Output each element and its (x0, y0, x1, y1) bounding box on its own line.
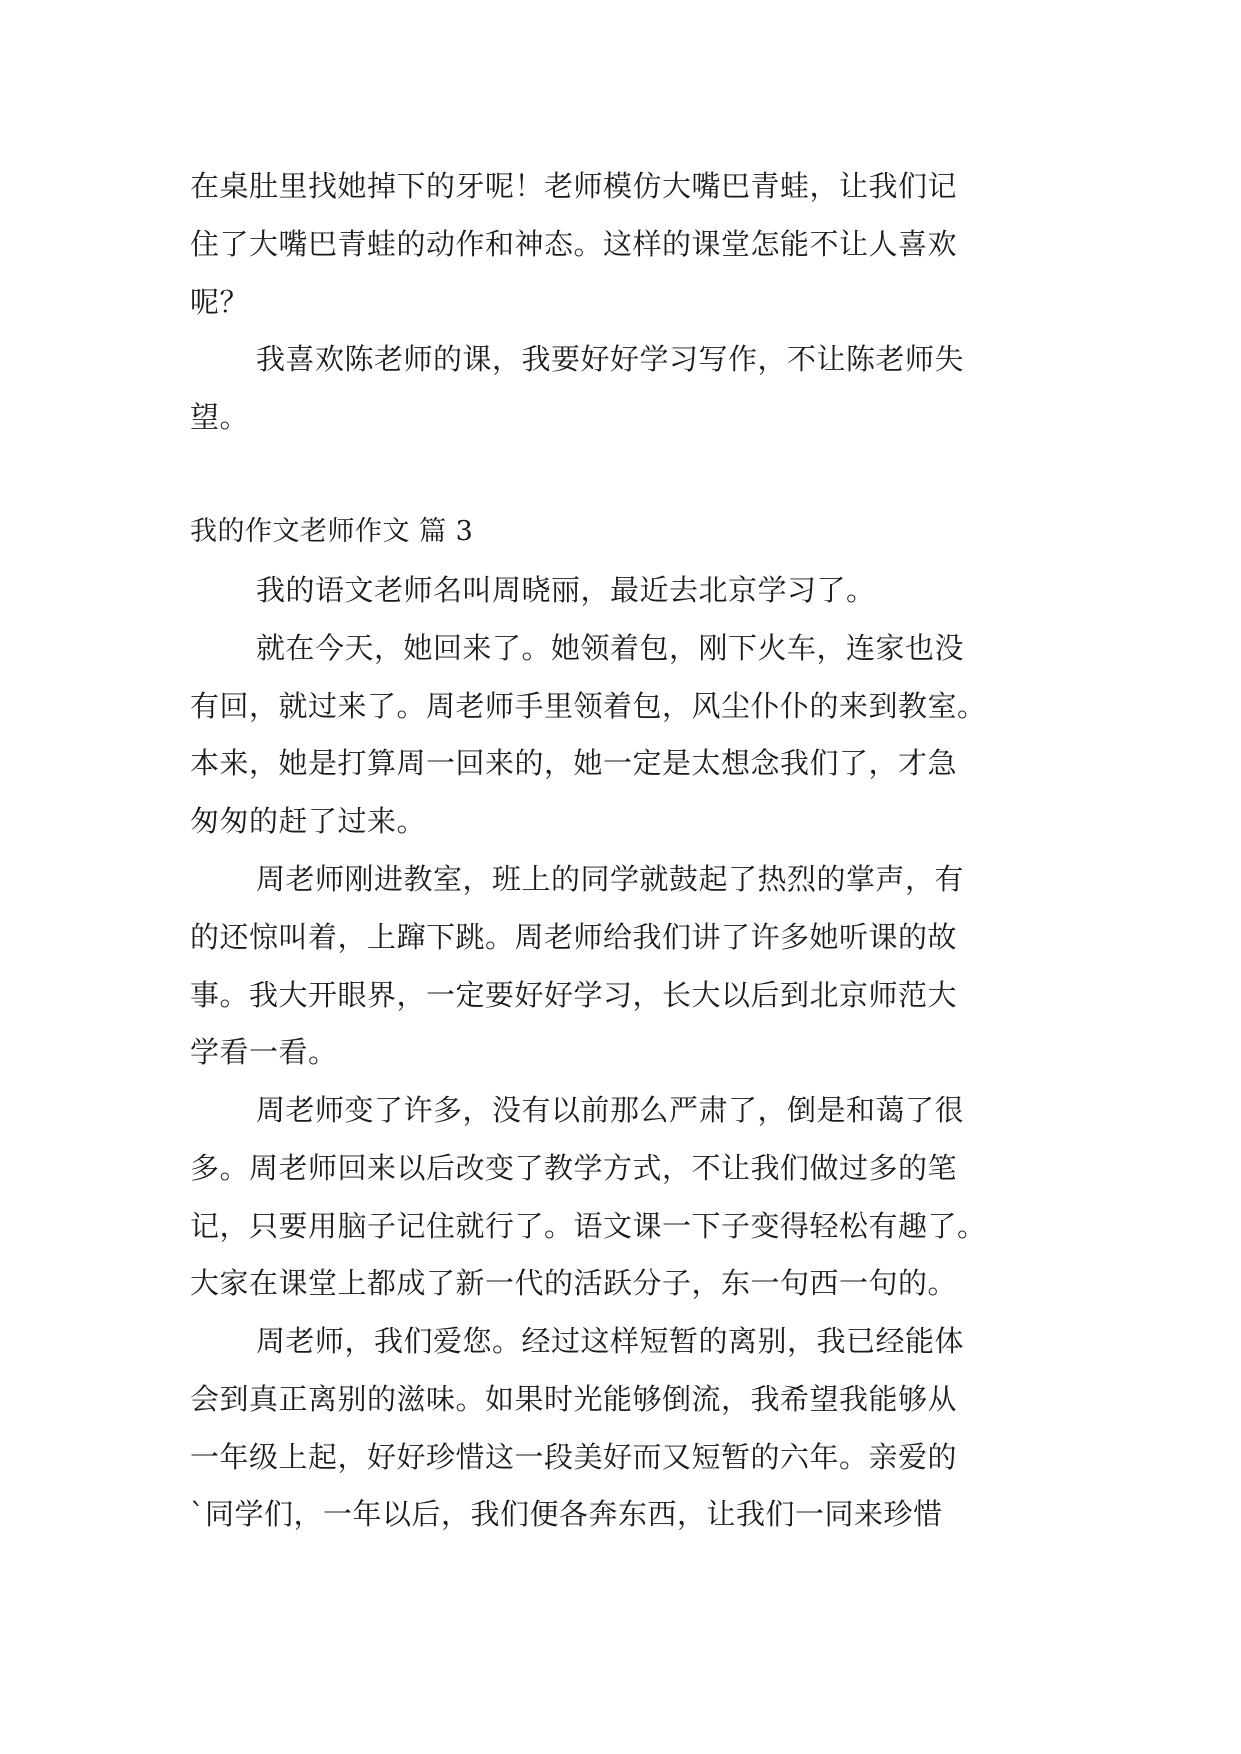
text-line: 记，只要用脑子记住就行了。语文课一下子变得轻松有趣了。 (190, 1209, 987, 1243)
text-line: 周老师，我们爱您。经过这样短暂的离别，我已经能体 (256, 1324, 965, 1358)
text-line: 匆匆的赶了过来。 (190, 804, 427, 838)
text-line: 多。周老师回来以后改变了教学方式，不让我们做过多的笔 (190, 1151, 958, 1185)
text-line: 有回，就过来了。周老师手里领着包，风尘仆仆的来到教室。 (190, 689, 987, 723)
text-line: 我的语文老师名叫周晓丽，最近去北京学习了。 (256, 573, 876, 607)
text-line: 事。我大开眼界，一定要好好学习，长大以后到北京师范大 (190, 978, 958, 1012)
text-line: 周老师刚进教室，班上的同学就鼓起了热烈的掌声，有 (256, 862, 965, 896)
text-line: 呢？ (190, 285, 250, 319)
text-line: 就在今天，她回来了。她领着包，刚下火车，连家也没 (256, 631, 965, 665)
section-heading: 我的作文老师作文 篇 3 (190, 516, 474, 547)
text-line: 学看一看。 (190, 1035, 338, 1069)
text-line: 会到真正离别的滋味。如果时光能够倒流，我希望我能够从 (190, 1382, 958, 1416)
text-line: 一年级上起，好好珍惜这一段美好而又短暂的六年。亲爱的 (190, 1440, 958, 1474)
text-line: 望。 (190, 400, 250, 434)
text-line: `同学们，一年以后，我们便各奔东西，让我们一同来珍惜 (190, 1497, 943, 1531)
text-line: 大家在课堂上都成了新一代的活跃分子，东一句西一句的。 (190, 1266, 958, 1300)
text-line: 在桌肚里找她掉下的牙呢！老师模仿大嘴巴青蛙，让我们记 (190, 169, 958, 203)
text-line: 本来，她是打算周一回来的，她一定是太想念我们了，才急 (190, 746, 958, 780)
text-line: 周老师变了许多，没有以前那么严肃了，倒是和蔼了很 (256, 1093, 965, 1127)
text-line: 住了大嘴巴青蛙的动作和神态。这样的课堂怎能不让人喜欢 (190, 227, 958, 261)
text-line: 我喜欢陈老师的课，我要好好学习写作，不让陈老师失 (256, 342, 965, 376)
text-line: 的还惊叫着，上蹿下跳。周老师给我们讲了许多她听课的故 (190, 920, 958, 954)
